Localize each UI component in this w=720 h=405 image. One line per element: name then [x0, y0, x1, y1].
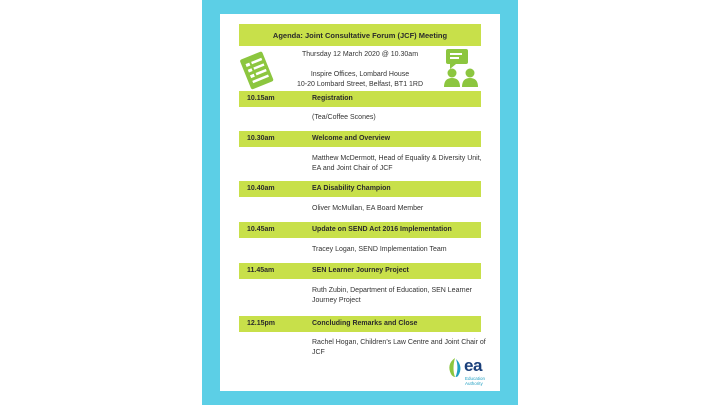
document-icon: [236, 50, 280, 92]
meeting-address: 10-20 Lombard Street, Belfast, BT1 1RD: [296, 81, 424, 88]
agenda-item-bar: [239, 91, 481, 107]
item-description: Rachel Hogan, Children's Law Centre and Joint Chair of JCF: [312, 339, 486, 356]
meeting-venue: Inspire Offices, Lombard House: [310, 71, 410, 78]
item-time: 10.45am: [247, 226, 275, 233]
agenda-item-bar: [239, 131, 481, 147]
item-topic: Concluding Remarks and Close: [312, 320, 418, 327]
item-topic: SEN Learner Journey Project: [312, 267, 409, 274]
item-time: 10.15am: [247, 95, 275, 102]
item-description: Oliver McMullan, EA Board Member: [312, 205, 424, 212]
logo-mark: ea: [464, 356, 482, 375]
item-topic: EA Disability Champion: [312, 185, 391, 192]
logo-subtitle: [465, 376, 485, 386]
agenda-item-bar: [239, 222, 481, 238]
ea-logo-icon: [446, 356, 464, 378]
item-time: 11.45am: [247, 267, 275, 274]
item-description: Ruth Zubin, Department of Education, SEN Learner Journey Project: [312, 287, 472, 304]
item-time: 10.30am: [247, 135, 275, 142]
item-description: Tracey Logan, SEND Implementation Team: [312, 246, 447, 253]
item-description: Matthew McDermott, Head of Equality & Diversity Unit, EA and Joint Chair of JCF: [312, 155, 482, 172]
meeting-icon: [440, 47, 482, 89]
item-topic: Update on SEND Act 2016 Implementation: [312, 226, 452, 233]
item-topic: Registration: [312, 95, 353, 102]
item-time: 12.15pm: [247, 320, 276, 327]
agenda-item-bar: [239, 263, 481, 279]
agenda-item-bar: [239, 316, 481, 332]
agenda-title: Agenda: Joint Consultative Forum (JCF) Meeting: [239, 24, 481, 46]
logo-line-2: Authority: [465, 381, 483, 386]
meeting-datetime: Thursday 12 March 2020 @ 10.30am: [301, 51, 419, 58]
item-topic: Welcome and Overview: [312, 135, 391, 142]
agenda-item-bar: [239, 181, 481, 197]
logo-line-1: Education: [465, 376, 486, 381]
item-time: 10.40am: [247, 185, 275, 192]
item-description: (Tea/Coffee Scones): [312, 114, 376, 121]
